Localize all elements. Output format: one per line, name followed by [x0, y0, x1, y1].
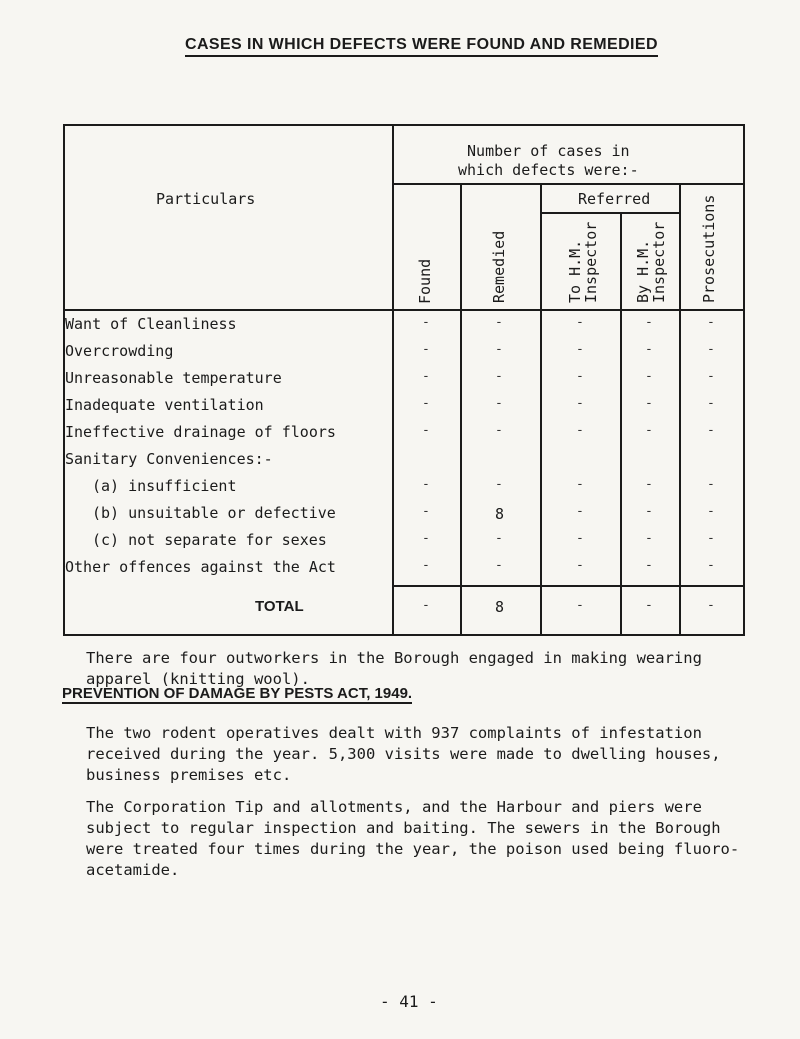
- rodent-paragraph: The two rodent operatives dealt with 937 complaints of infestation received during the year. 5,300 visits were made to dwelling houses, business premises etc.: [86, 724, 721, 784]
- table-cell: -: [576, 396, 584, 411]
- particulars-header: Particulars: [156, 190, 256, 208]
- table-cell: -: [707, 423, 715, 438]
- col-divider-3: [540, 183, 542, 636]
- table-row-label: (a) insufficient: [92, 477, 237, 495]
- table-cell: -: [495, 342, 503, 357]
- table-cell: -: [422, 315, 430, 330]
- table-cell: -: [707, 369, 715, 384]
- total-divider: [392, 585, 745, 587]
- table-top-border: [63, 124, 745, 126]
- table-cell: -: [495, 531, 503, 546]
- table-cell: -: [422, 342, 430, 357]
- table-cell: -: [645, 504, 653, 519]
- table-row-label: (b) unsuitable or defective: [92, 504, 336, 522]
- found-header: Found: [416, 258, 434, 304]
- table-cell: -: [707, 504, 715, 519]
- table-cell: 8: [495, 505, 505, 523]
- outworkers-paragraph: There are four outworkers in the Borough engaged in making wearing apparel (knitting wool).: [86, 649, 702, 688]
- to-hm-inspector-header: To H.M. Inspector: [566, 221, 600, 303]
- table-cell: -: [495, 369, 503, 384]
- table-cell: -: [645, 342, 653, 357]
- table-cell: -: [645, 531, 653, 546]
- header-divider: [63, 309, 745, 311]
- table-row-label: Other offences against the Act: [65, 558, 336, 576]
- tip-paragraph: The Corporation Tip and allotments, and the Harbour and piers were subject to regular inspection and baiting. The sewers in the Borough were treated four times during the year, the poison used being fluoro- acetamide.: [86, 798, 740, 879]
- table-row-label: (c) not separate for sexes: [92, 531, 327, 549]
- total-cell: -: [422, 598, 430, 613]
- table-cell: -: [707, 477, 715, 492]
- total-cell: -: [707, 598, 715, 613]
- table-row-label: Unreasonable temperature: [65, 369, 282, 387]
- table-cell: -: [576, 531, 584, 546]
- table-cell: -: [495, 477, 503, 492]
- col-divider-2: [460, 183, 462, 636]
- table-right-border: [743, 124, 745, 636]
- remedied-header: Remedied: [490, 230, 508, 303]
- col-divider-5: [679, 183, 681, 636]
- table-cell: -: [576, 369, 584, 384]
- referred-divider: [541, 212, 679, 214]
- table-cell: -: [576, 342, 584, 357]
- table-cell: -: [576, 477, 584, 492]
- table-cell: -: [576, 315, 584, 330]
- table-cell: -: [707, 531, 715, 546]
- col-divider-1: [392, 124, 394, 636]
- table-cell: -: [645, 558, 653, 573]
- table-row-label: Inadequate ventilation: [65, 396, 264, 414]
- table-cell: -: [707, 315, 715, 330]
- number-of-cases-header: Number of cases in which defects were:-: [458, 142, 639, 179]
- table-cell: -: [422, 423, 430, 438]
- table-cell: -: [645, 477, 653, 492]
- table-cell: -: [422, 558, 430, 573]
- table-cell: -: [495, 396, 503, 411]
- table-cell: -: [422, 477, 430, 492]
- table-cell: -: [707, 342, 715, 357]
- referred-header: Referred: [578, 190, 651, 208]
- page-number: - 41 -: [380, 992, 438, 1011]
- col-divider-4: [620, 212, 622, 636]
- table-cell: -: [495, 558, 503, 573]
- table-row-label: Sanitary Conveniences:-: [65, 450, 273, 468]
- page-heading: CASES IN WHICH DEFECTS WERE FOUND AND REMEDIED: [185, 36, 658, 57]
- table-cell: -: [422, 504, 430, 519]
- table-bottom-border: [63, 634, 745, 636]
- table-cell: -: [495, 423, 503, 438]
- table-cell: -: [576, 504, 584, 519]
- table-cell: -: [645, 396, 653, 411]
- total-cell: -: [576, 598, 584, 613]
- table-cell: -: [495, 315, 503, 330]
- table-cell: -: [422, 396, 430, 411]
- table-cell: -: [707, 558, 715, 573]
- table-cell: -: [422, 531, 430, 546]
- table-cell: -: [645, 315, 653, 330]
- table-cell: -: [576, 423, 584, 438]
- table-cell: -: [422, 369, 430, 384]
- table-row-label: Overcrowding: [65, 342, 174, 360]
- number-header-divider: [392, 183, 745, 185]
- prosecutions-header: Prosecutions: [700, 194, 718, 303]
- total-cell: 8: [495, 598, 505, 616]
- total-label: TOTAL: [255, 598, 304, 615]
- table-cell: -: [576, 558, 584, 573]
- pests-act-subheading: PREVENTION OF DAMAGE BY PESTS ACT, 1949.: [62, 685, 413, 702]
- table-row-label: Ineffective drainage of floors: [65, 423, 336, 441]
- table-cell: -: [707, 396, 715, 411]
- total-cell: -: [645, 598, 653, 613]
- by-hm-inspector-header: By H.M. Inspector: [634, 221, 668, 303]
- table-row-label: Want of Cleanliness: [65, 315, 237, 333]
- table-cell: -: [645, 423, 653, 438]
- table-cell: -: [645, 369, 653, 384]
